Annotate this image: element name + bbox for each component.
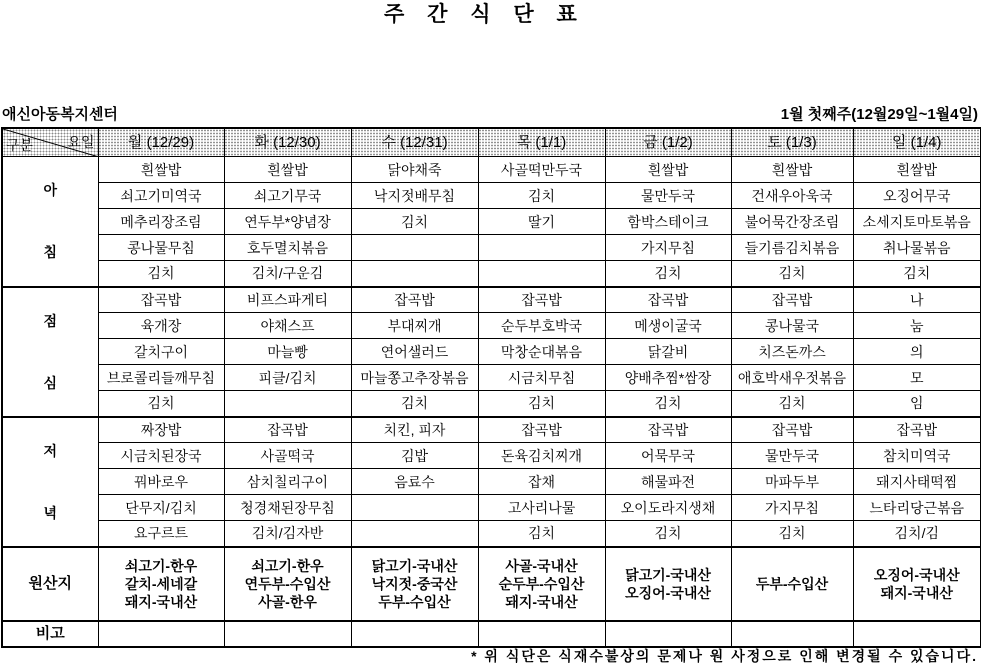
meal-label-lunch [2,287,98,417]
menu-cell: 콩나물국 [731,313,853,339]
menu-cell: 잡곡밥 [478,287,605,313]
menu-cell: 김치 [605,261,731,287]
menu-cell: 김치 [478,521,605,547]
menu-cell: 짜장밥 [98,417,224,443]
menu-cell: 야채스프 [224,313,351,339]
dinner-row [2,469,981,495]
remarks-cell [478,621,605,647]
menu-cell: 치즈돈까스 [731,339,853,365]
menu-cell: 막창순대볶음 [478,339,605,365]
day-header-tue: 화 (12/30) [224,128,351,157]
origin-cell [224,547,351,621]
menu-cell: 모 [853,365,981,391]
breakfast-row [2,235,981,261]
menu-cell: 부대찌개 [351,313,478,339]
menu-cell: 김치 [351,209,478,235]
menu-cell: 메생이굴국 [605,313,731,339]
day-header-sun: 일 (1/4) [853,128,981,157]
breakfast-row [2,209,981,235]
meal-label-char: 아 [43,182,58,199]
menu-cell [351,495,478,521]
corner-header [2,128,98,157]
menu-cell: 오이도라지생채 [605,495,731,521]
origin-cell [731,547,853,621]
menu-cell: 음료수 [351,469,478,495]
menu-cell: 가지무침 [731,495,853,521]
menu-cell: 잡곡밥 [605,287,731,313]
day-header-sat: 토 (1/3) [731,128,853,157]
dinner-row [2,495,981,521]
origin-label: 원산지 [2,547,98,621]
menu-cell: 흰쌀밥 [98,157,224,183]
menu-cell: 브로콜리들깨무침 [98,365,224,391]
menu-cell: 사골떡만두국 [478,157,605,183]
day-header-mon: 월 (12/29) [98,128,224,157]
menu-cell: 쇠고기미역국 [98,183,224,209]
origin-line: 닭고기-국내산 [625,566,711,583]
menu-cell: 물만두국 [731,443,853,469]
origin-line: 닭고기-국내산 [371,557,458,574]
day-label: 요일 [67,134,95,150]
menu-cell: 시금치무침 [478,365,605,391]
origin-line: 낙지젓-중국산 [371,575,458,592]
lunch-row [2,287,981,313]
menu-cell: 돈육김치찌개 [478,443,605,469]
menu-cell: 소세지토마토볶음 [853,209,981,235]
remarks-cell [731,621,853,647]
menu-cell: 콩나물무침 [98,235,224,261]
menu-cell [478,235,605,261]
menu-cell: 꿔바로우 [98,469,224,495]
menu-cell: 김치/김 [853,521,981,547]
origin-line: 쇠고기-한우 [124,557,198,574]
remarks-cell [351,621,478,647]
origin-line: 사골-국내산 [505,557,578,574]
menu-cell: 마파두부 [731,469,853,495]
menu-cell: 흰쌀밥 [224,157,351,183]
menu-cell: 딸기 [478,209,605,235]
dinner-row [2,417,981,443]
meal-label-breakfast [2,157,98,287]
day-header-thu: 목 (1/1) [478,128,605,157]
origin-cell [351,547,478,621]
menu-cell: 김치 [478,391,605,417]
meal-label-char: 저 [43,442,58,459]
menu-cell: 잡곡밥 [853,417,981,443]
menu-cell: 갈치구이 [98,339,224,365]
meal-label-char: 녁 [43,504,58,521]
menu-cell: 김치/김자반 [224,521,351,547]
remarks-row [2,621,981,647]
breakfast-row [2,157,981,183]
origin-line: 돼지-국내산 [505,593,578,610]
breakfast-row [2,183,981,209]
menu-cell: 요구르트 [98,521,224,547]
origin-line: 쇠고기-한우 [251,557,324,574]
day-header-fri: 금 (1/2) [605,128,731,157]
menu-cell: 김치 [731,261,853,287]
menu-cell: 잡곡밥 [351,287,478,313]
origin-line: 오징어-국내산 [873,566,960,583]
menu-cell: 치킨, 피자 [351,417,478,443]
menu-cell: 의 [853,339,981,365]
remarks-label: 비고 [2,621,98,647]
menu-cell: 참치미역국 [853,443,981,469]
menu-cell: 잡곡밥 [478,417,605,443]
menu-cell: 김치 [98,261,224,287]
lunch-row [2,339,981,365]
category-label: 구분 [6,137,34,153]
menu-cell: 불어묵간장조림 [731,209,853,235]
remarks-cell [98,621,224,647]
menu-cell: 김치 [351,391,478,417]
menu-cell: 연어샐러드 [351,339,478,365]
menu-cell [224,391,351,417]
menu-cell: 마늘빵 [224,339,351,365]
menu-cell: 들기름김치볶음 [731,235,853,261]
menu-cell: 김치 [478,183,605,209]
origin-line: 사골-한우 [258,593,317,610]
origin-line: 돼지-국내산 [124,593,198,610]
menu-cell: 잡채 [478,469,605,495]
menu-cell: 건새우아욱국 [731,183,853,209]
menu-cell: 청경채된장무침 [224,495,351,521]
menu-cell: 닭야채죽 [351,157,478,183]
menu-cell: 김치 [605,521,731,547]
day-header-wed: 수 (12/31) [351,128,478,157]
menu-cell: 오징어무국 [853,183,981,209]
menu-cell: 김치 [731,521,853,547]
menu-cell: 김치 [605,391,731,417]
breakfast-row [2,261,981,287]
menu-cell: 메추리장조림 [98,209,224,235]
menu-cell: 시금치된장국 [98,443,224,469]
footnote: * 위 식단은 식재수불상의 문제나 원 사정으로 인해 변경될 수 있습니다. [471,648,978,664]
dinner-row [2,443,981,469]
menu-cell: 잡곡밥 [731,417,853,443]
weekly-menu-table [1,127,981,648]
menu-cell: 흰쌀밥 [605,157,731,183]
menu-cell: 김치 [98,391,224,417]
origin-cell [853,547,981,621]
menu-cell: 육개장 [98,313,224,339]
menu-cell: 피클/김치 [224,365,351,391]
lunch-row [2,391,981,417]
menu-cell: 쇠고기무국 [224,183,351,209]
origin-line: 연두부-수입산 [244,575,331,592]
menu-cell: 해물파전 [605,469,731,495]
lunch-row [2,365,981,391]
menu-cell: 임 [853,391,981,417]
menu-cell: 김치 [853,261,981,287]
menu-cell: 낙지젓배무침 [351,183,478,209]
remarks-cell [224,621,351,647]
origin-line: 갈치-세네갈 [124,575,198,592]
origin-line: 돼지-국내산 [880,584,953,601]
menu-cell: 어묵무국 [605,443,731,469]
origin-row [2,547,981,621]
menu-cell: 사골떡국 [224,443,351,469]
menu-cell: 김치/구운김 [224,261,351,287]
meal-label-char: 점 [43,312,58,329]
menu-cell [351,521,478,547]
menu-cell: 연두부*양념장 [224,209,351,235]
meal-label-dinner [2,417,98,547]
menu-cell: 돼지사태떡찜 [853,469,981,495]
menu-cell: 닭갈비 [605,339,731,365]
origin-cell [478,547,605,621]
menu-cell: 김밥 [351,443,478,469]
menu-cell: 호두멸치볶음 [224,235,351,261]
origin-cell [98,547,224,621]
menu-cell: 김치 [731,391,853,417]
menu-cell: 가지무침 [605,235,731,261]
center-name: 애신아동복지센터 [2,106,118,123]
menu-cell: 물만두국 [605,183,731,209]
menu-cell: 눔 [853,313,981,339]
dinner-row [2,521,981,547]
menu-cell: 삼치칠리구이 [224,469,351,495]
menu-cell: 고사리나물 [478,495,605,521]
lunch-row [2,313,981,339]
week-label: 1월 첫째주(12월29일~1월4일) [780,106,978,123]
menu-cell: 단무지/김치 [98,495,224,521]
menu-cell: 양배추찜*쌈장 [605,365,731,391]
origin-cell [605,547,731,621]
page-title: 주 간 식 단 표 [384,3,586,26]
menu-cell: 잡곡밥 [98,287,224,313]
meal-label-char: 침 [43,244,58,261]
origin-line: 두부-수입산 [378,593,451,610]
origin-line: 오징어-국내산 [625,584,711,601]
menu-cell: 비프스파게티 [224,287,351,313]
header-row [2,128,981,157]
origin-line: 두부-수입산 [755,575,829,592]
remarks-cell [853,621,981,647]
menu-cell: 흰쌀밥 [731,157,853,183]
menu-cell: 느타리당근볶음 [853,495,981,521]
menu-cell [351,235,478,261]
menu-cell: 잡곡밥 [731,287,853,313]
origin-line: 순두부-수입산 [498,575,585,592]
menu-cell: 나 [853,287,981,313]
menu-cell: 취나물볶음 [853,235,981,261]
menu-cell [351,261,478,287]
menu-cell: 순두부호박국 [478,313,605,339]
menu-cell: 함박스테이크 [605,209,731,235]
remarks-cell [605,621,731,647]
menu-cell: 잡곡밥 [224,417,351,443]
menu-cell [478,261,605,287]
menu-cell: 마늘쫑고추장볶음 [351,365,478,391]
menu-cell: 잡곡밥 [605,417,731,443]
meal-label-char: 심 [43,374,58,391]
menu-cell: 애호박새우젓볶음 [731,365,853,391]
menu-cell: 흰쌀밥 [853,157,981,183]
